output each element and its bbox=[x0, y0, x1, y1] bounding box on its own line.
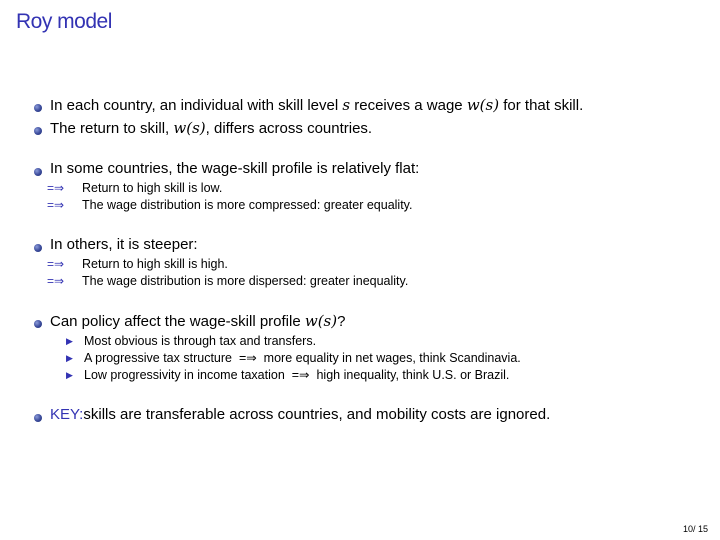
triangle-bullet-icon: ▶ bbox=[66, 353, 73, 363]
sub-item-text: Return to high skill is high. bbox=[82, 257, 228, 271]
wage-function: w(s) bbox=[466, 96, 500, 114]
wage-function: w(s) bbox=[173, 119, 206, 137]
triangle-bullet-icon: ▶ bbox=[66, 370, 73, 380]
bullet-1-text-c: for that skill. bbox=[499, 97, 584, 114]
skill-symbol: s bbox=[342, 96, 351, 114]
sub-item-text: The wage distribution is more compressed: greater equality. bbox=[82, 198, 413, 212]
bullet-icon bbox=[34, 244, 42, 252]
bullet-2-text-b: , differs across countries. bbox=[205, 120, 373, 137]
sub-item-text-b: more equality in net wages, think Scandinavia. bbox=[263, 351, 521, 365]
bullet-5-text-b: ? bbox=[337, 313, 346, 330]
bullet-2-text-a: The return to skill, bbox=[50, 120, 174, 137]
sub-item-text-a: A progressive tax structure bbox=[84, 351, 232, 365]
bullet-4 bbox=[30, 234, 710, 256]
implies-arrow-icon: =⇒ bbox=[238, 351, 257, 365]
implies-arrow-icon: =⇒ bbox=[291, 368, 310, 382]
page-number: 10/ 15 bbox=[682, 524, 708, 534]
sub-item bbox=[30, 333, 710, 350]
sub-item bbox=[30, 180, 710, 197]
implies-arrow-icon: =⇒ bbox=[47, 181, 65, 195]
sub-item bbox=[30, 273, 710, 290]
bullet-icon bbox=[34, 168, 42, 176]
bullet-6 bbox=[30, 404, 710, 426]
sub-item bbox=[30, 197, 710, 214]
sub-item bbox=[30, 367, 710, 384]
sub-item bbox=[30, 350, 710, 367]
bullet-1-text-a: In each country, an individual with skill level bbox=[50, 97, 343, 114]
sub-item bbox=[30, 256, 710, 273]
implies-arrow-icon: =⇒ bbox=[47, 274, 65, 288]
triangle-bullet-icon: ▶ bbox=[66, 336, 73, 346]
bullet-1 bbox=[30, 94, 710, 117]
bullet-icon bbox=[34, 414, 42, 422]
slide-title: Roy model bbox=[16, 10, 112, 33]
bullet-icon bbox=[34, 320, 42, 328]
sub-item-text: Return to high skill is low. bbox=[82, 181, 223, 195]
key-label: KEY: bbox=[50, 406, 84, 423]
bullet-icon bbox=[34, 127, 42, 135]
implies-arrow-icon: =⇒ bbox=[47, 198, 65, 212]
sub-item-text-a: Low progressivity in income taxation bbox=[84, 368, 285, 382]
bullet-icon bbox=[34, 104, 42, 112]
sub-item-text: Most obvious is through tax and transfers. bbox=[84, 334, 317, 348]
slide-content bbox=[30, 94, 710, 426]
sub-item-text: The wage distribution is more dispersed: greater inequality. bbox=[82, 274, 409, 288]
bullet-1-text-b: receives a wage bbox=[350, 97, 467, 114]
bullet-4-text: In others, it is steeper: bbox=[50, 236, 198, 253]
wage-function: w(s) bbox=[304, 312, 338, 330]
bullet-6-text: skills are transferable across countries, and mobility costs are ignored. bbox=[83, 406, 551, 423]
bullet-2 bbox=[30, 117, 710, 140]
bullet-5 bbox=[30, 310, 710, 333]
bullet-3-text: In some countries, the wage-skill profile is relatively flat: bbox=[50, 160, 420, 177]
sub-item-text-b: high inequality, think U.S. or Brazil. bbox=[316, 368, 510, 382]
bullet-3 bbox=[30, 158, 710, 180]
bullet-5-text-a: Can policy affect the wage-skill profile bbox=[50, 313, 305, 330]
implies-arrow-icon: =⇒ bbox=[47, 257, 65, 271]
